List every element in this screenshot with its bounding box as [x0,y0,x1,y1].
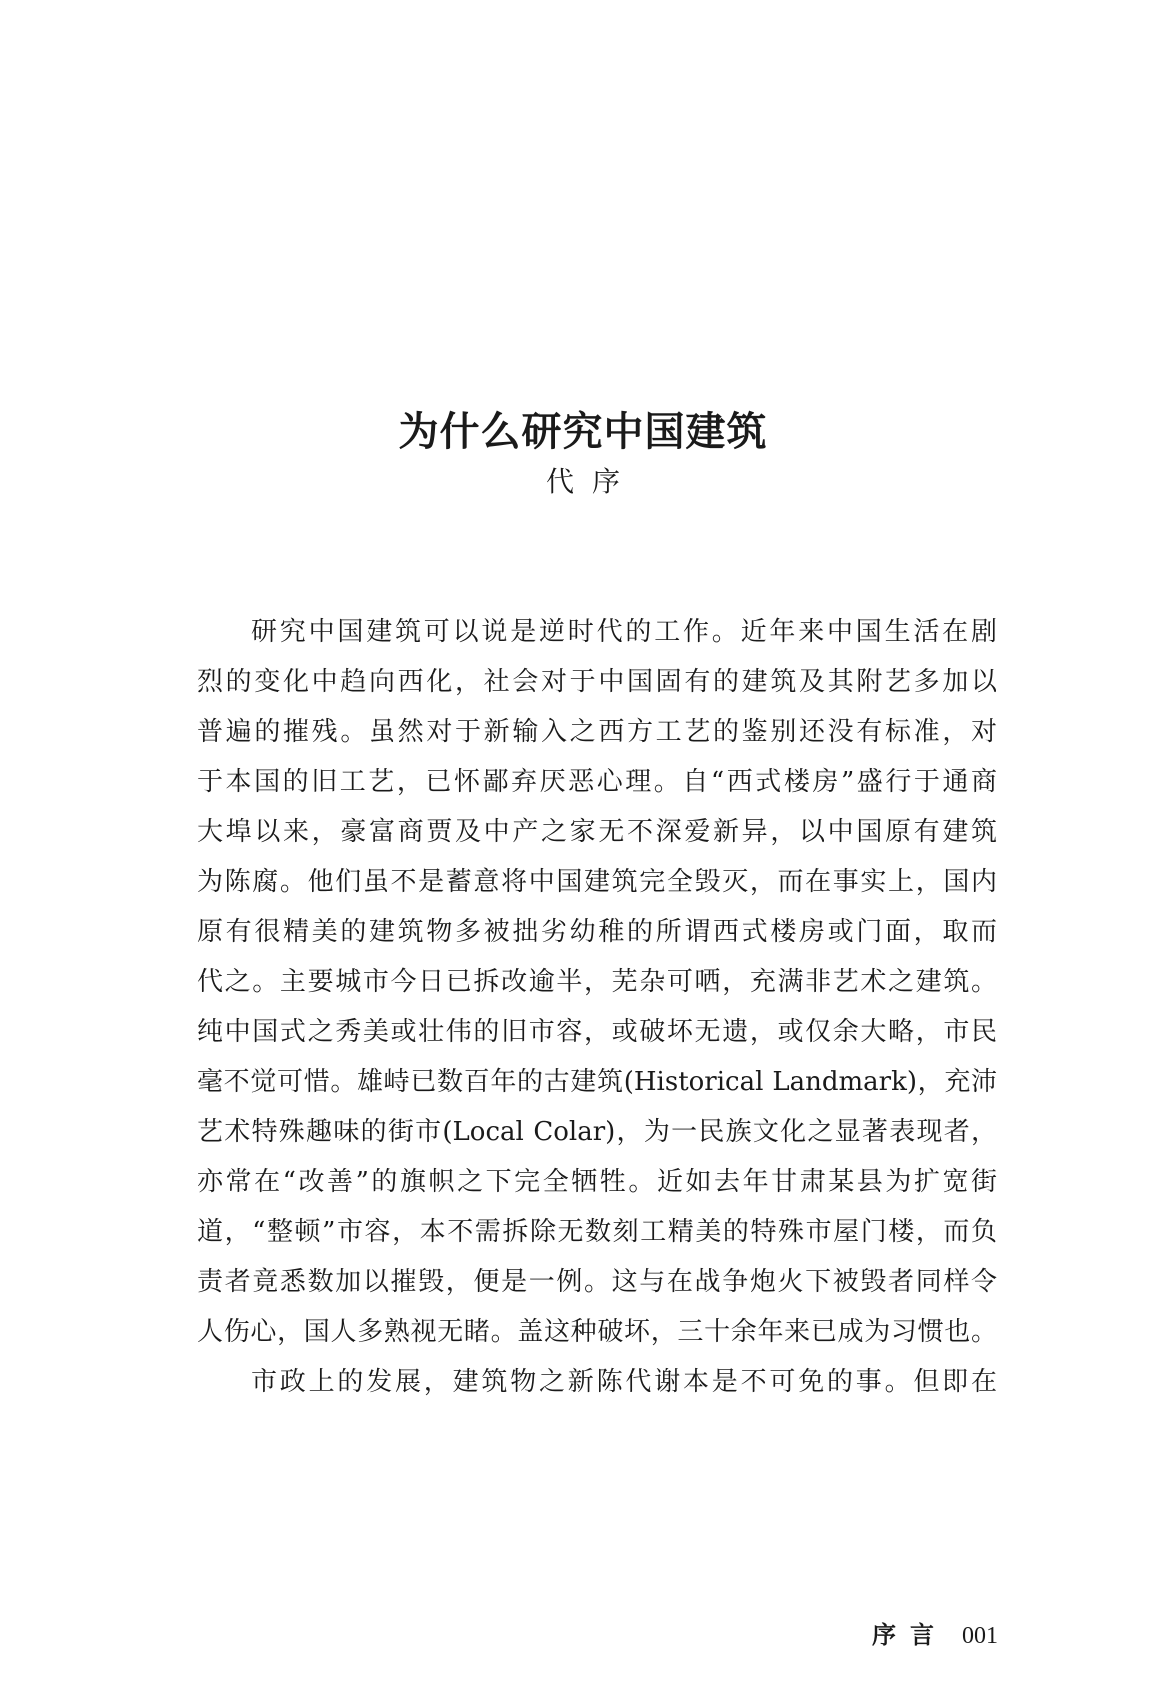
text-line: 艺术特殊趣味的街市(Local Colar)，为一民族文化之显著表现者， [197,1117,997,1147]
running-footer-section: 序言 [872,1621,948,1649]
text-line: 代之。主要城市今日已拆改逾半，芜杂可哂，充满非艺术之建筑。 [197,967,997,997]
text-line: 原有很精美的建筑物多被拙劣幼稚的所谓西式楼房或门面，取而 [197,917,997,947]
text-line: 研究中国建筑可以说是逆时代的工作。近年来中国生活在剧 [251,617,997,647]
page-footer [700,1620,998,1651]
page-number: 001 [962,1623,998,1649]
page-title: 为什么研究中国建筑 [398,408,768,455]
text-line: 为陈腐。他们虽不是蓄意将中国建筑完全毁灭，而在事实上，国内 [197,867,997,897]
paragraph [197,607,997,1357]
text-line: 责者竟悉数加以摧毁，便是一例。这与在战争炮火下被毁者同样令 [197,1267,997,1297]
text-line: 烈的变化中趋向西化，社会对于中国固有的建筑及其附艺多加以 [197,667,997,697]
text-line: 毫不觉可惜。雄峙已数百年的古建筑(Historical Landmark)，充沛 [197,1067,997,1097]
text-line: 普遍的摧残。虽然对于新输入之西方工艺的鉴别还没有标准，对 [197,717,997,747]
text-line: 市政上的发展，建筑物之新陈代谢本是不可免的事。但即在 [251,1367,997,1397]
text-line: 道，“整顿”市容，本不需拆除无数刻工精美的特殊市屋门楼，而负 [197,1217,997,1247]
text-line: 人伤心，国人多熟视无睹。盖这种破坏，三十余年来已成为习惯也。 [197,1317,997,1347]
body-text [197,607,997,1407]
paragraph [197,1357,997,1407]
page-subtitle: 代序 [545,465,638,498]
text-line: 于本国的旧工艺，已怀鄙弃厌恶心理。自“西式楼房”盛行于通商 [197,767,997,797]
text-line: 纯中国式之秀美或壮伟的旧市容，或破坏无遗，或仅余大略，市民 [197,1017,997,1047]
text-line: 亦常在“改善”的旗帜之下完全牺牲。近如去年甘肃某县为扩宽街 [197,1167,997,1197]
text-line: 大埠以来，豪富商贾及中产之家无不深爱新异，以中国原有建筑 [197,817,997,847]
